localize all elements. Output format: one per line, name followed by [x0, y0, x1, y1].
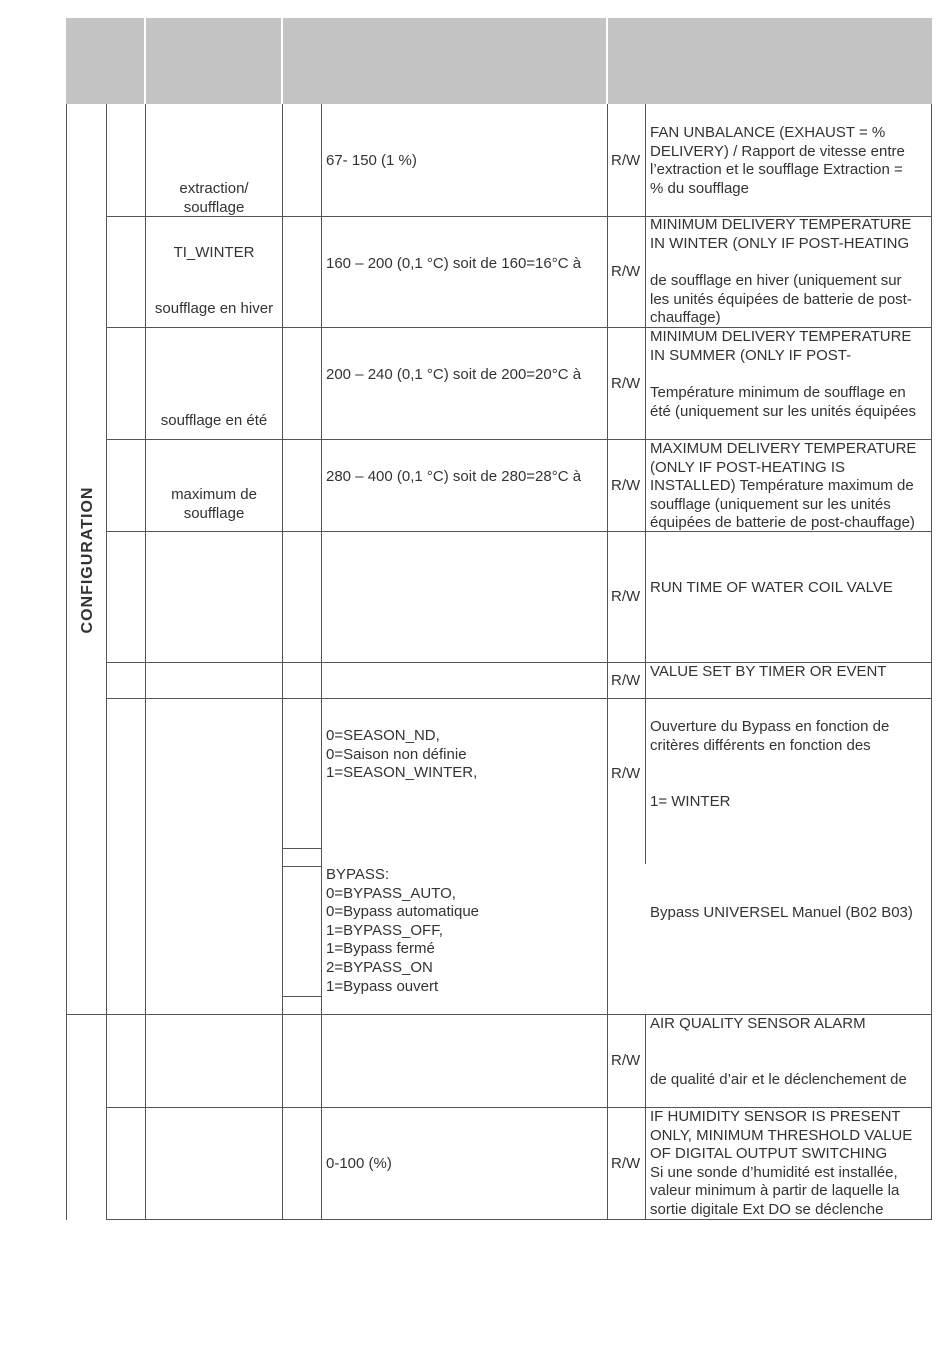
param-description: de soufflage en hiver (uniquement sur les unités équipées de batterie de post- chauffage) [650, 272, 912, 327]
grid-line [106, 698, 932, 699]
access-rw: R/W [611, 765, 641, 782]
param-range: 67- 150 (1 %) [326, 152, 417, 169]
param-range: 280 – 400 (0,1 °C) soit de 280=28°C à [326, 468, 582, 485]
param-range: 0-100 (%) [326, 1155, 392, 1172]
grid-line [283, 848, 321, 849]
access-rw: R/W [611, 152, 641, 169]
param-name: soufflage en été [160, 412, 268, 429]
section-label: CONFIGURATION [79, 486, 96, 634]
param-description: MINIMUM DELIVERY TEMPERATURE IN WINTER (ONLY IF POST-HEATING [650, 216, 912, 252]
param-description: Ouverture du Bypass en fonction de critères différents en fonction des [650, 718, 890, 754]
param-description: MAXIMUM DELIVERY TEMPERATURE (ONLY IF POST-HEATING IS INSTALLED) Température maximum de soufflage (uniquement sur les unités équipées de batterie de post-chauffage) [650, 440, 917, 532]
access-rw: R/W [611, 672, 641, 689]
access-rw: R/W [611, 375, 641, 392]
access-rw: R/W [611, 263, 641, 280]
param-description: Température minimum de soufflage en été (uniquement sur les unités équipées [650, 384, 917, 420]
param-description: AIR QUALITY SENSOR ALARM [650, 1015, 866, 1032]
header-cell-3 [283, 18, 606, 104]
param-description: VALUE SET BY TIMER OR EVENT [650, 663, 887, 680]
grid-line [283, 866, 321, 867]
access-rw: R/W [611, 588, 641, 605]
param-name: extraction/ soufflage [179, 180, 249, 216]
grid-line [283, 996, 321, 997]
param-description: Bypass UNIVERSEL Manuel (B02 B03) [650, 904, 913, 921]
param-description: FAN UNBALANCE (EXHAUST = % DELIVERY) / Rapport de vitesse entre l’extraction et le soufflage Extraction = % du soufflage [650, 124, 905, 197]
param-name: maximum de soufflage [171, 486, 257, 522]
grid-line [645, 1014, 646, 1220]
access-rw: R/W [611, 1155, 641, 1172]
header-cell-2 [146, 18, 281, 104]
param-range: 200 – 240 (0,1 °C) soit de 200=20°C à [326, 366, 582, 383]
header-cell-4 [608, 18, 932, 104]
param-range: BYPASS: 0=BYPASS_AUTO, 0=Bypass automatique 1=BYPASS_OFF, 1=Bypass fermé 2=BYPASS_ON 1=Bypass ouvert [326, 866, 480, 995]
param-description: 1= WINTER [650, 793, 731, 810]
param-range: 0=SEASON_ND, 0=Saison non définie 1=SEASON_WINTER, [326, 727, 478, 782]
access-rw: R/W [611, 1052, 641, 1069]
access-rw: R/W [611, 477, 641, 494]
param-name: TI_WINTER [173, 244, 255, 261]
grid-line [66, 104, 67, 1220]
grid-line [645, 104, 646, 864]
param-description: de qualité d’air et le déclenchement de [650, 1071, 907, 1088]
param-name: soufflage en hiver [154, 300, 274, 317]
param-description: RUN TIME OF WATER COIL VALVE [650, 579, 893, 596]
param-description: IF HUMIDITY SENSOR IS PRESENT ONLY, MINIMUM THRESHOLD VALUE OF DIGITAL OUTPUT SWITCHING Si une sonde d’humidité est installée, valeur minimum à partir de laquelle la sortie digitale Ext DO se déclenche [650, 1108, 913, 1218]
header-cell-1 [66, 18, 144, 104]
param-description: MINIMUM DELIVERY TEMPERATURE IN SUMMER (ONLY IF POST- [650, 328, 912, 364]
param-range: 160 – 200 (0,1 °C) soit de 160=16°C à [326, 255, 582, 272]
